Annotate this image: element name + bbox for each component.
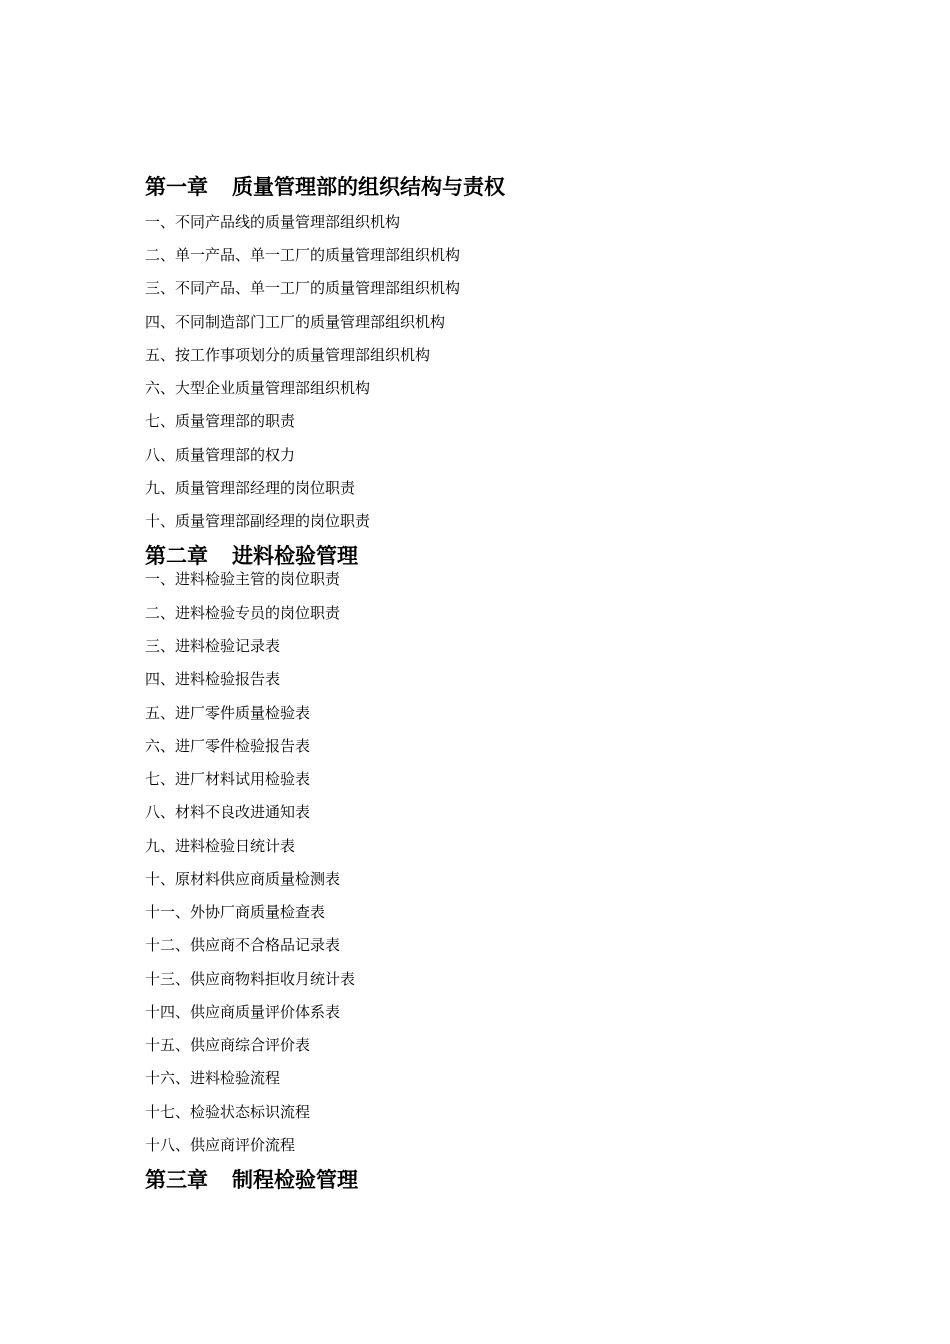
toc-item: 十、原材料供应商质量检测表 <box>145 870 341 888</box>
toc-item: 六、大型企业质量管理部组织机构 <box>145 379 371 397</box>
toc-item: 十二、供应商不合格品记录表 <box>145 936 341 954</box>
toc-item: 三、不同产品、单一工厂的质量管理部组织机构 <box>145 279 461 297</box>
chapter-heading <box>145 543 358 569</box>
toc-item: 二、单一产品、单一工厂的质量管理部组织机构 <box>145 246 461 264</box>
chapter-heading <box>145 174 505 200</box>
chapter-heading <box>145 1167 358 1193</box>
chapter-title: 质量管理部的组织结构与责权 <box>232 175 505 199</box>
toc-item: 八、质量管理部的权力 <box>145 446 296 464</box>
toc-item: 四、不同制造部门工厂的质量管理部组织机构 <box>145 313 446 331</box>
toc-item: 六、进厂零件检验报告表 <box>145 737 311 755</box>
toc-item: 十五、供应商综合评价表 <box>145 1036 311 1054</box>
toc-item: 四、进料检验报告表 <box>145 670 281 688</box>
toc-item: 七、进厂材料试用检验表 <box>145 770 311 788</box>
chapter-number: 第三章 <box>145 1168 208 1192</box>
toc-item: 十一、外协厂商质量检查表 <box>145 903 326 921</box>
chapter-title: 进料检验管理 <box>232 544 358 568</box>
chapter-title: 制程检验管理 <box>232 1168 358 1192</box>
toc-item: 三、进料检验记录表 <box>145 637 281 655</box>
toc-item: 十七、检验状态标识流程 <box>145 1103 311 1121</box>
toc-item: 五、进厂零件质量检验表 <box>145 704 311 722</box>
chapter-number: 第二章 <box>145 544 208 568</box>
toc-item: 九、质量管理部经理的岗位职责 <box>145 479 356 497</box>
toc-item: 一、进料检验主管的岗位职责 <box>145 570 341 588</box>
toc-item: 八、材料不良改进通知表 <box>145 803 311 821</box>
toc-item: 十三、供应商物料拒收月统计表 <box>145 970 356 988</box>
chapter-number: 第一章 <box>145 175 208 199</box>
toc-item: 一、不同产品线的质量管理部组织机构 <box>145 213 401 231</box>
toc-item: 九、进料检验日统计表 <box>145 837 296 855</box>
toc-item: 七、质量管理部的职责 <box>145 412 296 430</box>
toc-item: 十四、供应商质量评价体系表 <box>145 1003 341 1021</box>
toc-item: 十、质量管理部副经理的岗位职责 <box>145 512 371 530</box>
toc-item: 二、进料检验专员的岗位职责 <box>145 604 341 622</box>
toc-item: 十六、进料检验流程 <box>145 1069 281 1087</box>
toc-item: 五、按工作事项划分的质量管理部组织机构 <box>145 346 431 364</box>
toc-item: 十八、供应商评价流程 <box>145 1136 296 1154</box>
